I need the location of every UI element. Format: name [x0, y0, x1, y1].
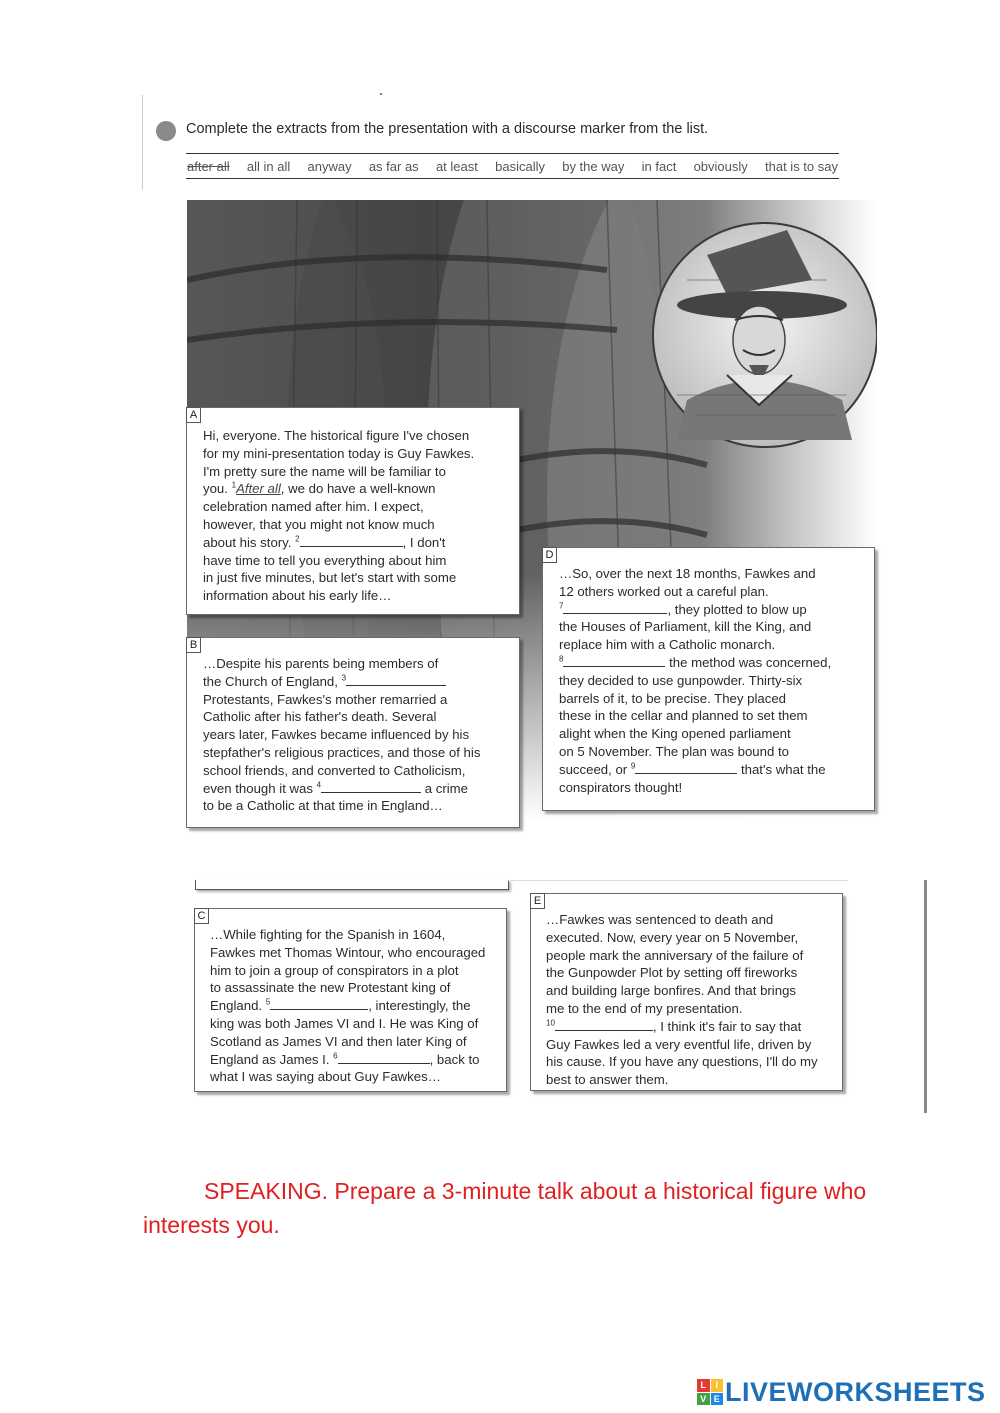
blank-8[interactable]	[563, 654, 665, 667]
answer-1: After all	[236, 481, 281, 497]
liveworksheets-logo[interactable]	[697, 1377, 986, 1407]
extract-e	[530, 893, 843, 1091]
word-list	[186, 153, 839, 179]
divider	[508, 880, 848, 881]
blank-6[interactable]	[338, 1051, 430, 1064]
blank-5[interactable]	[270, 997, 368, 1010]
instruction: Complete the extracts from the presentation with a discourse marker from the list.	[186, 121, 709, 137]
extract-a	[186, 407, 520, 615]
extract-text: …Despite his parents being members of the Church of England, $^3$ Protestants, Fawkes's mother remarried a Catholic after his father's death. Several years later, Fawkes became influenced by his stepfather's religious practices, and those of his school friends, and converted to Catholicism, even though it was $^4$ a crime to be a Catholic at that time in England…	[203, 656, 481, 814]
extract-c	[194, 908, 507, 1092]
extract-text: …So, over the next 18 months, Fawkes and 12 others worked out a careful plan. $^7$ , they plotted to blow up the Houses of Parliament, kill the King, and replace him with a Catholic monarch. $^8$ the method was concerned, they decided to use gunpowder. Thirty-six barrels of it, to be precise. They placed these in the cellar and planned to set them alight when the King opened parliament on 5 November. The plan was bound to succeed, or $^9$ that's what the conspirators thought!	[559, 566, 832, 795]
blank-7[interactable]	[563, 601, 667, 614]
cropped-box-edge	[195, 880, 509, 890]
extract-d	[542, 547, 875, 811]
blank-9[interactable]	[635, 761, 737, 774]
blank-2[interactable]	[300, 534, 403, 547]
word-list-item: that is to say	[765, 158, 838, 174]
exercise-bullet-icon	[156, 121, 176, 141]
guy-fawkes-portrait	[653, 223, 877, 447]
word-list-item: as far as	[368, 158, 419, 174]
word-list-item: all in all	[246, 158, 291, 174]
speaking-task: SPEAKING. Prepare a 3-minute talk about a historical figure who interests you.	[143, 1178, 867, 1238]
margin-rule	[142, 95, 143, 190]
blank-3[interactable]	[346, 673, 446, 686]
word-list-item: anyway	[307, 158, 352, 174]
word-list-item: obviously	[693, 158, 748, 174]
extract-label: A	[186, 407, 201, 423]
extract-b	[186, 637, 520, 828]
word-list-item: at least	[435, 158, 478, 174]
word-list-item: after all	[187, 158, 230, 174]
extract-text: Hi, everyone. The historical figure I've chosen for my mini-presentation today is Guy Fawkes. I'm pretty sure the name will be familiar to you. $^1$After all, we do have a well-known celebration named after him. I expect, however, that you might not know much about his story. $^2$ , I don't have time to tell you everything about him in just five minutes, but let's start with some information about his early life…	[203, 428, 475, 604]
logo-text: LIVEWORKSHEETS	[725, 1376, 986, 1407]
blank-4[interactable]	[321, 780, 421, 793]
blank-10[interactable]	[555, 1018, 653, 1031]
logo-mark-icon: L I V E	[697, 1379, 723, 1405]
extract-label: B	[186, 637, 201, 653]
extract-label: C	[194, 908, 209, 924]
extract-label: E	[530, 893, 545, 909]
word-list-item: basically	[495, 158, 545, 174]
word-list-item: in fact	[641, 158, 677, 174]
stray-dot	[380, 93, 382, 95]
right-edge-bar	[924, 880, 927, 1113]
word-list-item: by the way	[562, 158, 625, 174]
extract-text: …Fawkes was sentenced to death and executed. Now, every year on 5 November, people mark the anniversary of the failure of the Gunpowder Plot by setting off fireworks and building large bonfires. And that brings me to the end of my presentation. $^{10}$ , I think it's fair to say that Guy Fawkes led a very eventful life, driven by his cause. If you have any questions, I'll do my best to answer them.	[546, 912, 818, 1088]
extract-text: …While fighting for the Spanish in 1604, Fawkes met Thomas Wintour, who encouraged him to join a group of conspirators in a plot to assassinate the new Protestant king of England. $^5$ , interestingly, the king was both James VI and I. He was King of Scotland as James VI and then later King of England as James I. $^6$ , back to what I was saying about Guy Fawkes…	[210, 927, 486, 1085]
extract-label: D	[542, 547, 557, 563]
